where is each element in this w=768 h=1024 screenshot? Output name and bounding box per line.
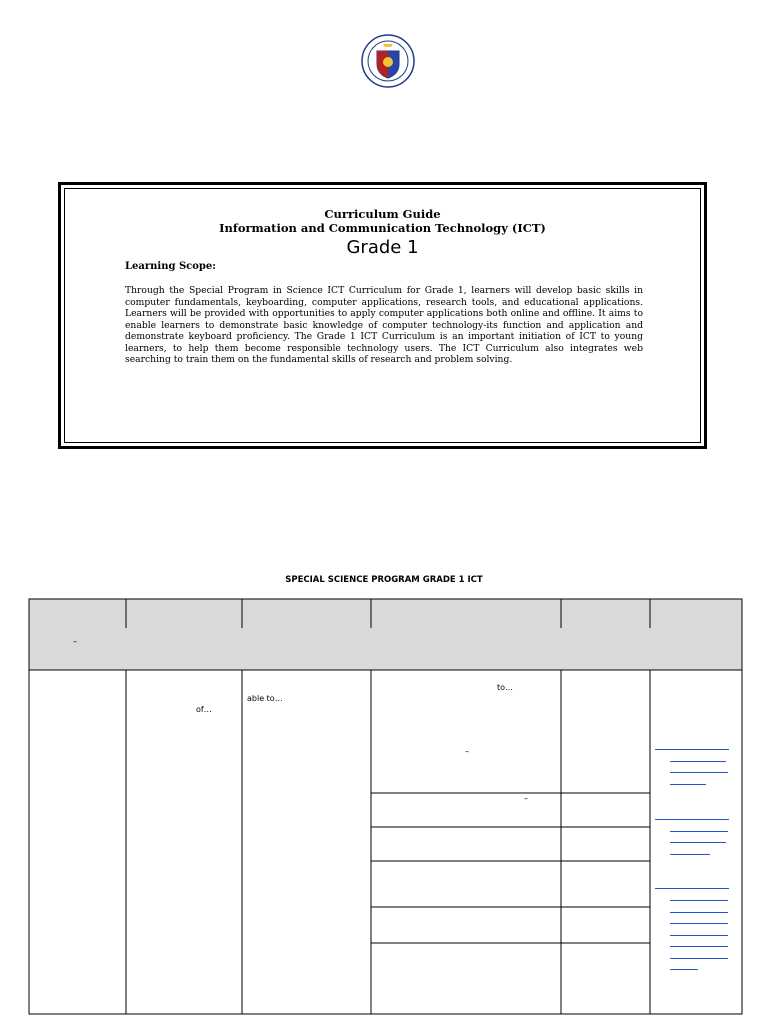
resource-link[interactable] <box>670 935 728 936</box>
resource-link[interactable] <box>670 761 726 762</box>
table-section-band <box>29 628 742 670</box>
resource-link[interactable] <box>655 888 729 889</box>
guide-title: Curriculum Guide <box>324 207 441 221</box>
resource-link[interactable] <box>670 772 728 773</box>
resource-link[interactable] <box>670 842 726 843</box>
resource-link[interactable] <box>670 969 698 970</box>
learning-scope-heading: Learning Scope: <box>125 261 216 272</box>
resource-link[interactable] <box>670 900 728 901</box>
resource-link[interactable] <box>670 946 728 947</box>
guide-grade: Grade 1 <box>346 237 419 258</box>
resource-link[interactable] <box>670 923 728 924</box>
learning-scope-text: Through the Special Program in Science ICT Curriculum for Grade 1, learners will develop basic skills in computer fundamentals, keyboarding, computer applications, research tools, and educational applications. Learners will be provided with opportunities to apply computer applications both online and offline. It aims to enable learners to demonstrate basic knowledge of computer technology-its function and application and demonstrate keyboard proficiency. The Grade 1 ICT Curriculum is an important initiation of ICT to young learners, to help them become responsible technology users. The ICT Curriculum also integrates web searching to train them on the fundamental skills of research and problem solving. <box>125 285 643 365</box>
competency-text: to… <box>497 683 514 692</box>
resource-link[interactable] <box>670 831 728 832</box>
content-standard-text: of… <box>196 705 212 714</box>
competency-dash: – <box>524 794 528 803</box>
resource-link[interactable] <box>655 819 729 820</box>
guide-subtitle: Information and Communication Technology (ICT) <box>219 221 546 235</box>
resource-link[interactable] <box>670 958 728 959</box>
resource-link[interactable] <box>670 912 728 913</box>
performance-standard-text: able to… <box>247 694 283 703</box>
resource-link[interactable] <box>670 784 706 785</box>
table-caption: SPECIAL SCIENCE PROGRAM GRADE 1 ICT <box>285 575 483 585</box>
resource-link[interactable] <box>670 854 710 855</box>
resource-link[interactable] <box>655 749 729 750</box>
competency-dash: – <box>465 747 469 756</box>
section-dash: – <box>73 637 77 646</box>
table-header-row <box>29 599 742 628</box>
